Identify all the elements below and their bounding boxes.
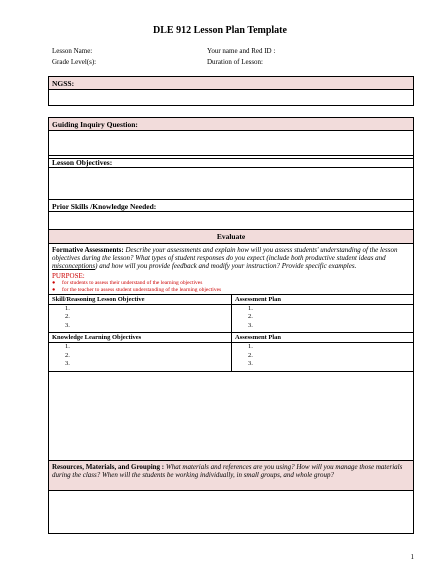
ngss-box: [48, 76, 414, 106]
numbered-item[interactable]: 2.: [248, 313, 253, 321]
numbered-item[interactable]: 3.: [248, 321, 253, 329]
purpose-bullet-text: for students to assess their understand of the learning objectives: [62, 279, 203, 286]
lesson-objectives-box: [48, 155, 414, 200]
skill-objective-header: Skill/Reasoning Lesson Objective: [49, 295, 231, 305]
skill-objective-column: [49, 295, 231, 333]
resources-text: What materials and references are you using? How will you manage those materials during the class? When will the students be working individually, in small groups, and whole group?: [52, 463, 403, 480]
knowledge-objective-header: Knowledge Learning Objectives: [49, 333, 231, 343]
prior-skills-field[interactable]: [49, 212, 413, 228]
ngss-header: NGSS:: [49, 77, 413, 90]
lesson-objectives-header: Lesson Objectives:: [49, 155, 413, 168]
purpose-bullet-text: for the teacher to assess student understanding of the learning objectives: [62, 286, 222, 293]
formative-label: Formative Assessments:: [52, 246, 124, 254]
numbered-item[interactable]: 1.: [248, 343, 253, 351]
resources-box: [48, 460, 414, 534]
assessment-plan-column: [231, 295, 413, 333]
numbered-item[interactable]: 2.: [65, 351, 70, 359]
evaluate-header: Evaluate: [49, 230, 413, 244]
resources-label: Resources, Materials, and Grouping :: [52, 463, 165, 471]
assessment-plan-column: [231, 333, 413, 371]
bullet-icon: ●: [52, 279, 56, 286]
formative-text-part2: ) and how will you provide feedback and modify your instruction? Provide specific examples.: [95, 262, 357, 271]
numbered-item[interactable]: 3.: [65, 321, 70, 329]
ngss-field[interactable]: [49, 90, 413, 106]
duration-label: Duration of Lesson:: [207, 58, 263, 66]
guiding-question-field[interactable]: [49, 131, 413, 158]
numbered-item[interactable]: 3.: [65, 360, 70, 368]
numbered-item[interactable]: 2.: [248, 351, 253, 359]
knowledge-objective-column: [49, 333, 231, 371]
guiding-question-header: Guiding Inquiry Question:: [49, 118, 413, 131]
numbered-item[interactable]: 1.: [248, 304, 253, 312]
evaluate-box: [48, 229, 414, 461]
prior-skills-box: [48, 199, 414, 230]
bullet-icon: ●: [52, 286, 56, 293]
lesson-objectives-field[interactable]: [49, 168, 413, 198]
numbered-item[interactable]: 1.: [65, 343, 70, 351]
resources-header: [49, 461, 413, 491]
page-number: 1: [410, 553, 414, 561]
numbered-item[interactable]: 1.: [65, 304, 70, 312]
prior-skills-header: Prior Skills /Knowledge Needed:: [49, 199, 413, 212]
grade-level-label: Grade Level(s):: [52, 58, 97, 66]
your-name-label: Your name and Red ID :: [207, 47, 276, 55]
numbered-item[interactable]: 3.: [248, 360, 253, 368]
resources-field[interactable]: [49, 491, 413, 531]
skill-objectives-table: [49, 294, 413, 333]
formative-text-part1: Describe your assessments and explain how will you assess students' understanding of the lesson objectives during the lesson? What types of student responses do you expect (include both productive student ideas and: [52, 246, 398, 263]
numbered-item[interactable]: 2.: [65, 313, 70, 321]
misconceptions-underlined: misconceptions: [52, 262, 96, 271]
assessment-plan-header: Assessment Plan: [232, 333, 413, 343]
knowledge-objectives-table: [49, 332, 413, 372]
document-title: DLE 912 Lesson Plan Template: [153, 25, 287, 36]
purpose-bullet: [49, 280, 413, 287]
guiding-question-box: [48, 117, 414, 159]
purpose-label: PURPOSE:: [52, 271, 85, 280]
formative-assessments-text: [49, 244, 413, 271]
evaluate-notes-field[interactable]: [49, 372, 413, 432]
lesson-name-label: Lesson Name:: [52, 47, 93, 55]
assessment-plan-header: Assessment Plan: [232, 295, 413, 305]
purpose-bullet: [49, 287, 413, 294]
